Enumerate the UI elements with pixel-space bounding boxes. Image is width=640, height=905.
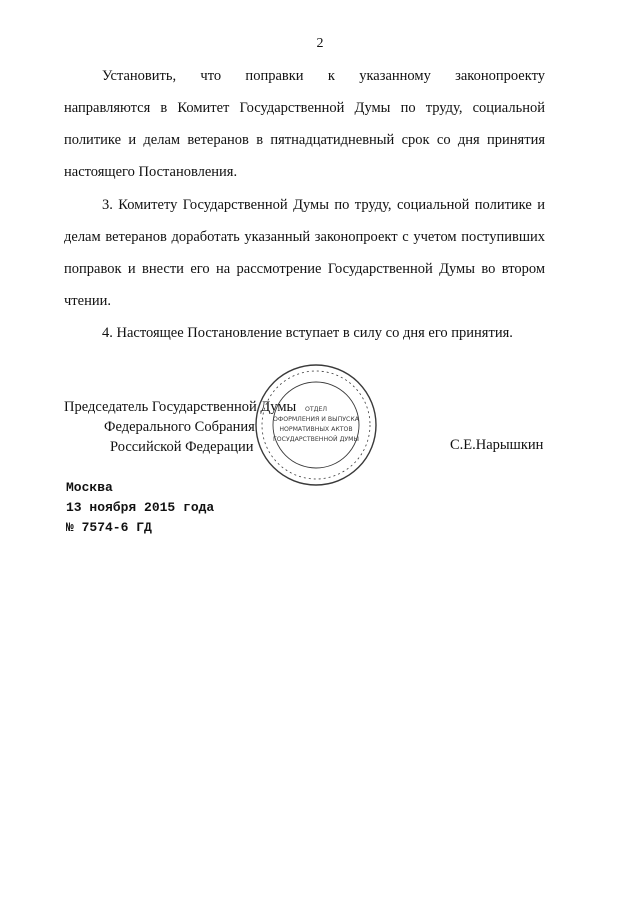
paragraph-first-line: Установить, что поправки к указанному законопроекту <box>102 68 545 84</box>
stamp-outer-ring <box>256 365 376 485</box>
footer-number: № 7574-6 ГД <box>66 520 152 535</box>
official-stamp <box>253 362 379 488</box>
stamp-line-1: ОТДЕЛ <box>304 406 328 413</box>
document-footer <box>66 478 214 538</box>
stamp-line-4: ГОСУДАРСТВЕННОЙ ДУМЫ <box>273 436 359 443</box>
page-number: 2 <box>316 36 324 51</box>
stamp-inner-ring <box>273 382 359 468</box>
paragraph-item-3: 3. Комитету Государственной Думы по труду, социальной политике и делам ветеранов доработать указанный законопроект с учетом поступивших поправок и внести его на рассмотрение Государственной Думы во втором чтении. <box>64 197 545 309</box>
signatory-title-line-2: Федерального Собрания <box>104 419 255 435</box>
footer-date: 13 ноября 2015 года <box>66 500 215 515</box>
signatory-title-line-3: Российской Федерации <box>110 439 254 455</box>
paragraph-amendments-deadline <box>64 60 545 188</box>
paragraph-body: направляются в Комитет Государственной Думы по труду, социальной политике и делам ветеранов в пятнадцатидневный срок со дня принятия настоящего Постановления. <box>64 100 545 180</box>
stamp-line-2: ОФОРМЛЕНИЯ И ВЫПУСКА <box>273 416 359 423</box>
paragraph-item-4: 4. Настоящее Постановление вступает в силу со дня его принятия. <box>102 325 513 341</box>
stamp-line-3: НОРМАТИВНЫХ АКТОВ <box>279 426 353 433</box>
signatory-name: С.Е.Нарышкин <box>450 437 544 453</box>
footer-city: Москва <box>66 480 113 495</box>
stamp-ornament-ring <box>262 371 370 479</box>
signatory-title-line-1: Председатель Государственной Думы <box>64 399 297 415</box>
